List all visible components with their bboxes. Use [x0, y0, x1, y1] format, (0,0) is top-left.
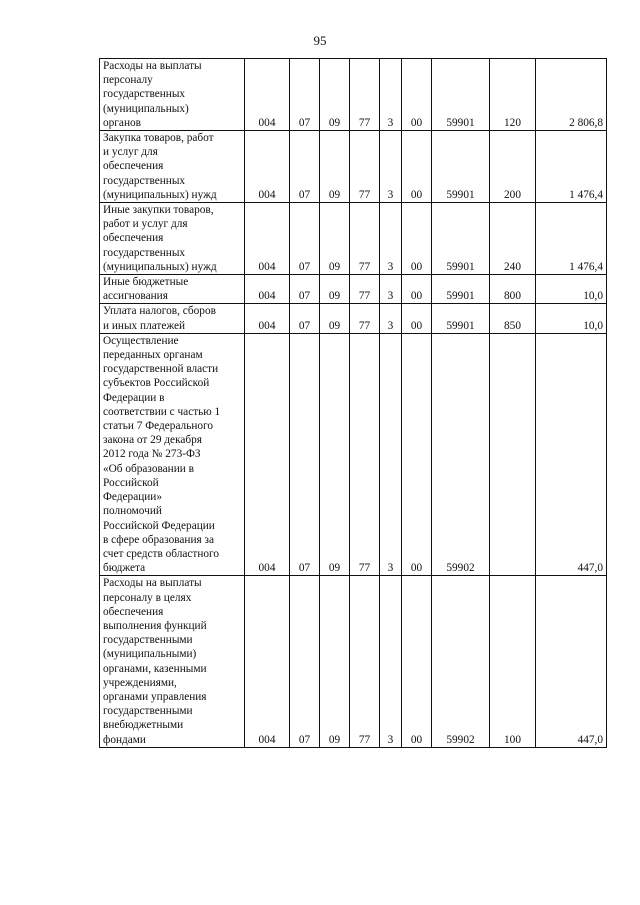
target-article-part3: 00 [402, 304, 432, 333]
target-article-part1: 77 [350, 304, 380, 333]
target-article-part4: 59901 [432, 59, 490, 131]
target-article-part3: 00 [402, 203, 432, 275]
amount: 10,0 [536, 304, 607, 333]
subsection-code: 09 [320, 304, 350, 333]
target-article-part4: 59901 [432, 203, 490, 275]
subsection-code: 09 [320, 275, 350, 304]
target-article-part1: 77 [350, 59, 380, 131]
admin-code: 004 [245, 203, 290, 275]
admin-code: 004 [245, 304, 290, 333]
amount: 2 806,8 [536, 59, 607, 131]
expense-type-code: 100 [490, 576, 536, 747]
row-description: Осуществление переданных органам государственной власти субъектов Российской Федерации в соответствии с частью 1 статьи 7 Федерального закона от 29 декабря 2012 года № 273-ФЗ «Об образовании в Российской Федерации» полномочий Российской Федерации в сфере образования за счет средств областного бюджета [100, 333, 245, 575]
subsection-code: 09 [320, 576, 350, 747]
target-article-part2: 3 [380, 576, 402, 747]
section-code: 07 [290, 203, 320, 275]
section-code: 07 [290, 576, 320, 747]
row-description: Иные закупки товаров, работ и услуг для обеспечения государственных (муниципальных) нужд [100, 203, 245, 275]
table-row [100, 275, 607, 304]
target-article-part1: 77 [350, 203, 380, 275]
expense-type-code: 200 [490, 131, 536, 203]
amount: 1 476,4 [536, 131, 607, 203]
row-description: Расходы на выплаты персоналу в целях обеспечения выполнения функций государственными (муниципальными) органами, казенными учреждениями, органами управления государственными внебюджетными фондами [100, 576, 245, 747]
target-article-part2: 3 [380, 333, 402, 575]
amount: 1 476,4 [536, 203, 607, 275]
target-article-part3: 00 [402, 275, 432, 304]
target-article-part1: 77 [350, 131, 380, 203]
row-description: Иные бюджетные ассигнования [100, 275, 245, 304]
target-article-part3: 00 [402, 333, 432, 575]
amount: 10,0 [536, 275, 607, 304]
row-description: Уплата налогов, сборов и иных платежей [100, 304, 245, 333]
amount: 447,0 [536, 576, 607, 747]
table-row [100, 304, 607, 333]
target-article-part2: 3 [380, 203, 402, 275]
admin-code: 004 [245, 59, 290, 131]
target-article-part3: 00 [402, 576, 432, 747]
expense-type-code: 240 [490, 203, 536, 275]
subsection-code: 09 [320, 333, 350, 575]
table-row [100, 131, 607, 203]
target-article-part1: 77 [350, 275, 380, 304]
page-number: 95 [313, 33, 327, 48]
table-row [100, 576, 607, 747]
admin-code: 004 [245, 131, 290, 203]
expense-type-code: 800 [490, 275, 536, 304]
target-article-part2: 3 [380, 59, 402, 131]
budget-table [99, 58, 607, 748]
target-article-part4: 59901 [432, 304, 490, 333]
section-code: 07 [290, 275, 320, 304]
expense-type-code: 850 [490, 304, 536, 333]
expense-type-code [490, 333, 536, 575]
target-article-part2: 3 [380, 275, 402, 304]
amount: 447,0 [536, 333, 607, 575]
table-row [100, 59, 607, 131]
target-article-part4: 59901 [432, 275, 490, 304]
target-article-part2: 3 [380, 131, 402, 203]
target-article-part1: 77 [350, 333, 380, 575]
target-article-part4: 59902 [432, 333, 490, 575]
subsection-code: 09 [320, 59, 350, 131]
section-code: 07 [290, 131, 320, 203]
admin-code: 004 [245, 275, 290, 304]
row-description: Закупка товаров, работ и услуг для обеспечения государственных (муниципальных) нужд [100, 131, 245, 203]
subsection-code: 09 [320, 203, 350, 275]
target-article-part3: 00 [402, 59, 432, 131]
subsection-code: 09 [320, 131, 350, 203]
admin-code: 004 [245, 576, 290, 747]
section-code: 07 [290, 333, 320, 575]
target-article-part3: 00 [402, 131, 432, 203]
table-row [100, 333, 607, 575]
target-article-part4: 59901 [432, 131, 490, 203]
section-code: 07 [290, 59, 320, 131]
table-row [100, 203, 607, 275]
section-code: 07 [290, 304, 320, 333]
target-article-part2: 3 [380, 304, 402, 333]
target-article-part1: 77 [350, 576, 380, 747]
admin-code: 004 [245, 333, 290, 575]
row-description: Расходы на выплаты персоналу государственных (муниципальных) органов [100, 59, 245, 131]
target-article-part4: 59902 [432, 576, 490, 747]
expense-type-code: 120 [490, 59, 536, 131]
